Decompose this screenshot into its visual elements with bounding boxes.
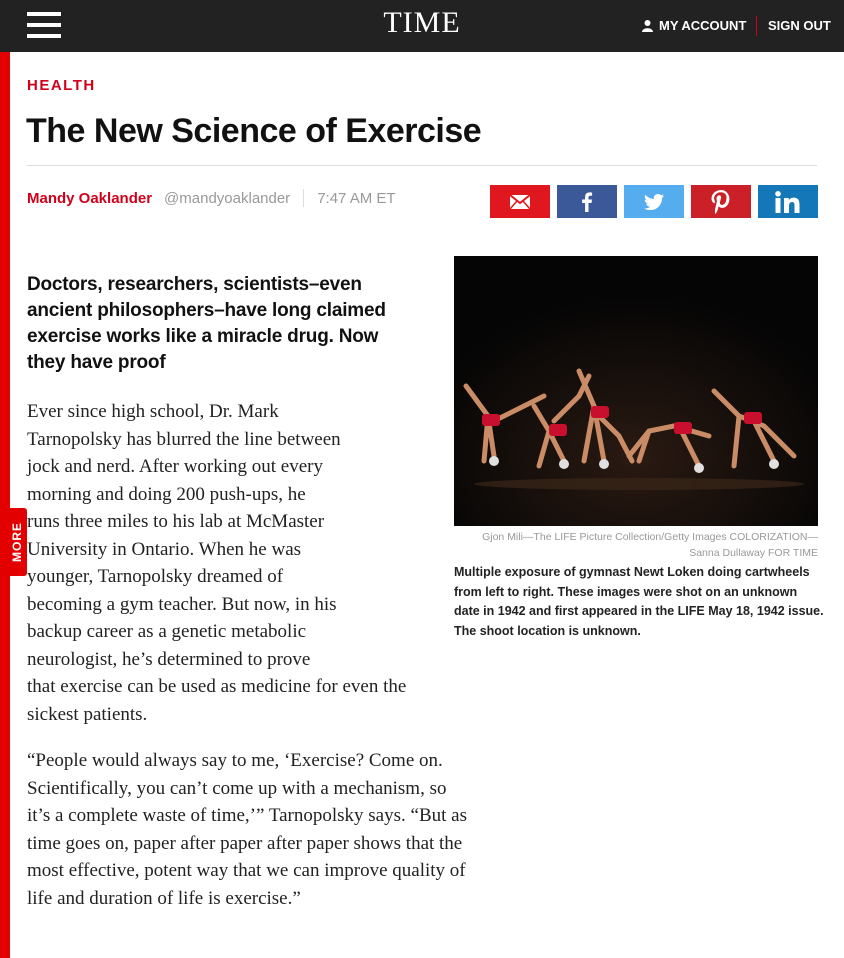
time-logo[interactable]: TIME xyxy=(383,6,461,39)
top-nav-bar xyxy=(0,0,844,52)
twitter-bird-icon xyxy=(644,194,664,210)
user-icon xyxy=(642,20,653,32)
article-quote-paragraph: “People would always say to me, ‘Exercise? Come on. Scientifically, you can’t come up with a mechanism, so it’s a complete waste of time,’” Tarnopolsky says. “But as time goes on, paper after paper after paper shows that the most effective, potent way that we can improve quality of life and duration of life is exercise.” xyxy=(27,750,467,909)
my-account-label: MY ACCOUNT xyxy=(659,18,747,33)
left-red-rail xyxy=(0,52,10,958)
nav-divider xyxy=(756,16,757,36)
body-line: morning and doing 200 push-ups, he xyxy=(27,483,306,505)
title-divider xyxy=(27,165,817,166)
more-label: MORE xyxy=(9,522,24,562)
article-dek: Doctors, researchers, scientists–even ancient philosophers–have long claimed exercise works like a miracle drug. Now they have proof xyxy=(27,274,386,373)
pinterest-icon xyxy=(711,190,731,214)
photo-caption: Multiple exposure of gymnast Newt Loken doing cartwheels from left to right. These images were shot on an unknown date in 1942 and first appeared in the LIFE May 18, 1942 issue. The shoot location is unknown. xyxy=(454,565,824,638)
body-line: Ever since high school, Dr. Mark xyxy=(27,401,279,422)
my-account-link[interactable] xyxy=(642,18,746,33)
gymnast-cartwheel-photo[interactable] xyxy=(454,256,818,526)
email-share-button[interactable] xyxy=(490,185,550,218)
section-label[interactable]: HEALTH xyxy=(27,77,96,94)
body-line: becoming a gym teacher. But now, in his xyxy=(27,593,337,615)
more-tab[interactable] xyxy=(6,508,27,576)
byline xyxy=(27,189,396,207)
byline-divider xyxy=(303,189,304,207)
body-line: University in Ontario. When he was xyxy=(27,538,302,560)
envelope-icon xyxy=(510,195,530,209)
cartwheel-figures-illustration xyxy=(454,256,818,526)
linkedin-share-button[interactable] xyxy=(758,185,818,218)
sign-out-link[interactable]: SIGN OUT xyxy=(768,18,831,33)
body-line: neurologist, he’s determined to prove xyxy=(27,648,311,670)
publish-time: 7:47 AM ET xyxy=(317,189,396,207)
body-line: jock and nerd. After working out every xyxy=(27,456,323,477)
photo-credit-line: Gjon Mili—The LIFE Picture Collection/Getty Images COLORIZATION— xyxy=(482,531,818,543)
body-line: runs three miles to his lab at McMaster xyxy=(27,511,325,532)
body-line: sickest patients. xyxy=(27,703,148,725)
twitter-share-button[interactable] xyxy=(624,185,684,218)
author-handle[interactable]: @mandyoaklander xyxy=(164,189,291,207)
body-line: younger, Tarnopolsky dreamed of xyxy=(27,566,284,587)
body-line: backup career as a genetic metabolic xyxy=(27,621,307,642)
pinterest-share-button[interactable] xyxy=(691,185,751,218)
article-body-paragraph xyxy=(27,398,406,728)
facebook-icon xyxy=(582,192,593,212)
facebook-share-button[interactable] xyxy=(557,185,617,218)
article-title: The New Science of Exercise xyxy=(26,112,482,150)
author-name[interactable]: Mandy Oaklander xyxy=(27,189,153,207)
photo-credit-line: Sanna Dullaway FOR TIME xyxy=(689,547,818,559)
body-line: that exercise can be used as medicine for even the xyxy=(27,676,407,697)
linkedin-icon xyxy=(775,191,801,213)
body-line: Tarnopolsky has blurred the line between xyxy=(27,428,341,450)
photo-credit xyxy=(454,529,818,561)
